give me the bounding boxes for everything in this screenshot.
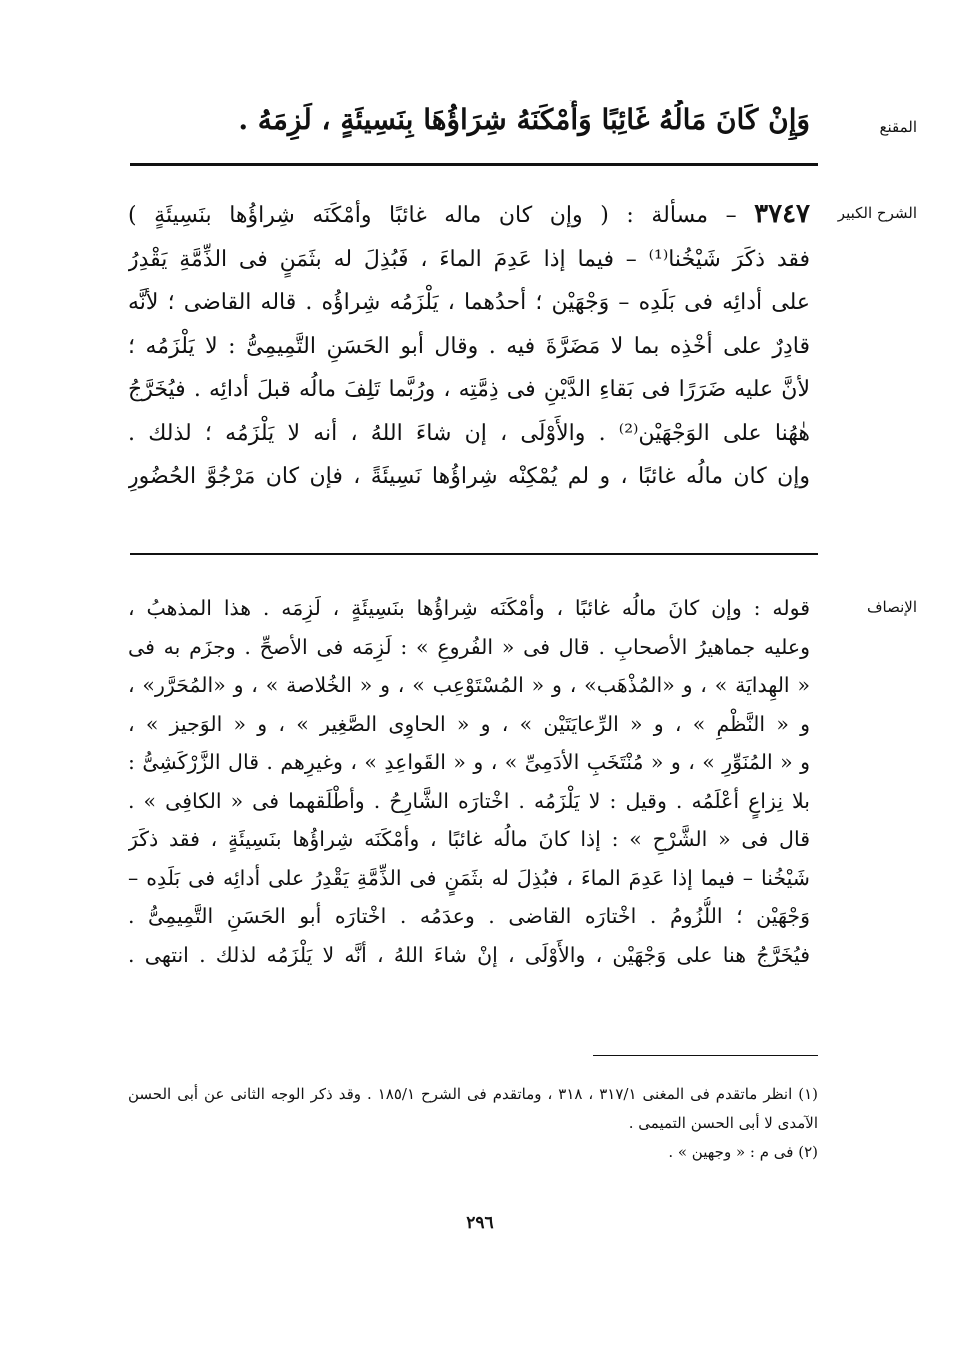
footnote-rule (593, 1055, 818, 1056)
muqni-line: وَإِنْ كَانَ مَالُهُ غَائِبًا وَأَمْكَنَهُ شِرَاؤُهَا بِنَسِيئَةٍ ، لَزِمَهُ . (238, 103, 810, 136)
insaf-line: شَيْخُنا – فيما إذا عَدِمَ الماءَ ، فبُذِلَ له بثَمَنٍ فى الذِّمَّةِ يَقْدِرُ على أدائِه فى بَلَدِه – (128, 865, 810, 890)
margin-label-muqni: المقنع (879, 118, 917, 136)
insaf-line: بلا نِزاعٍ أعْلَمُه . وقيل : لا يَلْزَمُه . اخْتارَه الشَّارِحُ . وأطْلَقهما فى « الكافِى » . (128, 788, 810, 813)
insaf-line: وعليه جماهيرُ الأصحابِ . قال فى « الفُروعِ » : لَزِمَه فى الأصحِّ . وجزَم به فى (128, 634, 810, 659)
insaf-line: و « النَّظْمِ » ، و « الرِّعايَتَيْن » ، و « الحاوِى الصَّغِير » ، و « الوَجيز » ، (128, 711, 810, 736)
sharh-text-block (128, 193, 810, 499)
sharh-first-line (128, 193, 810, 238)
margin-label-sharh: الشرح الكبير (837, 204, 917, 222)
issue-heading: – مسألة : ( وإن كان ماله غائبًا وأمْكَنَه شِراؤُها بنَسِيئَةٍ ) (128, 203, 755, 228)
insaf-line: وَجْهَيْن ؛ اللُّزُومُ . اخْتارَه القاضى . وعدَمُه . اخْتارَه أبو الحَسَنِ التَّمِيمِىُّ . (128, 904, 810, 928)
section-rule-thin (130, 553, 818, 555)
insaf-line: و « المُنَوِّرِ » ، و « مُنْتَخَبِ الأدَمِىِّ » ، و « القَواعِدِ » ، وغيرِهم . قال الزَّرْكَشِىُّ : (128, 750, 810, 774)
footnote-line: (٢) فى م : « وجهين » . (668, 1143, 818, 1161)
footnotes (128, 1080, 818, 1167)
footnote-line: الآمدى لا أبى الحسن التميمى . (628, 1114, 818, 1132)
insaf-line: قال فى « الشَّرْحِ » : إذا كانَ مالُه غائبًا ، وأمْكَنَه شِراؤُها بنَسِيئَةٍ ، فقد ذكَرَ (128, 827, 810, 851)
sharh-line: على أدائِه فى بَلَدِه – وَجْهَيْن ؛ أحدُهما ، يَلْزَمُه شِراؤُه . قاله القاضى ؛ لأنَّه (128, 290, 810, 315)
sharh-line: قادِرٌ على أخْذِه بما لا مَضَرَّةَ فيه . وقال أبو الحَسَنِ التَّمِيمِىُّ : لا يَلْزَمُه ؛ (128, 333, 810, 359)
insaf-line: « الهِدايَة » ، و «المُذْهَب» ، و « المُسْتَوْعِب » ، و « الخُلاصة » ، و «المُحَرَّر» ، (128, 673, 810, 697)
margin-label-insaf: الإنصاف (866, 598, 917, 616)
page-number: ٢٩٦ (466, 1213, 494, 1233)
issue-number: ٣٧٤٧ (754, 199, 810, 229)
insaf-line: فيُخَرَّجُ هنا على وَجْهَيْن ، والأَوْلَى ، إنْ شاءَ اللهُ ، أنَّه لا يَلْزَمُه لذلك . انتهى . (128, 942, 810, 967)
footnote-line: (١) انظر ماتقدم فى المغنى ٣١٧/١ ، ٣١٨ ، وماتقدم فى الشرح ١٨٥/١ . وقد ذكر الوجه الثانى عن أبى الحسن (128, 1085, 818, 1103)
section-rule-thick (130, 163, 818, 166)
muqni-text-block (128, 100, 810, 140)
sharh-line: فقد ذكَرَ شَيْخُنا⁽¹⁾ – فيما إذا عَدِمَ الماءَ ، فَبُذِلَ له بثَمَنٍ فى الذِّمَّةِ يَقْدِرُ (128, 246, 810, 272)
insaf-text-block (128, 589, 810, 974)
insaf-line: قوله : وإن كانَ مالُه غائبًا ، وأمْكَنَه شِراؤُها بنَسِيئَةٍ ، لَزِمَه . هذا المذهبُ ، (128, 596, 810, 620)
sharh-line: لأنَّ عليه ضَرَرًا فى بَقاءِ الدَّيْنِ فى ذِمَّتِه ، ورُبَّما تَلِفَ مالُه قبلَ أدائِه . فيُخَرَّجُ (128, 377, 810, 402)
sharh-line: وإن كان مالُه غائبًا ، و لم يُمْكِنْه شِراؤُها نَسِيئَةً ، فإن كان مَرْجُوَّ الحُضُورِ (128, 464, 810, 489)
sharh-line: هٰهُنا على الوَجْهَيْن⁽²⁾ . والأَوْلَى ، إن شاءَ اللهُ ، أنه لا يَلْزَمُه ؛ لذلك . (128, 420, 810, 446)
